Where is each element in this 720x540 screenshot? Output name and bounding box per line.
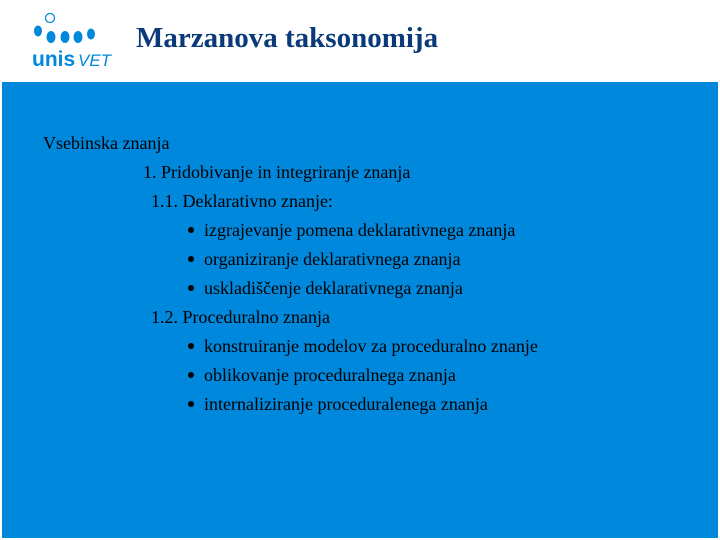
list-item: izgrajevanje pomena deklarativnega znanja [188, 219, 515, 241]
subsection-heading: 1.2. Proceduralno znanja [151, 307, 330, 327]
section-heading: Vsebinska znanja [43, 133, 170, 153]
bullet-icon [188, 372, 194, 378]
slide-header [0, 0, 720, 80]
bullet-icon [188, 401, 194, 407]
slide-title: Marzanova taksonomija [136, 22, 439, 54]
bullet-icon [188, 285, 194, 291]
list-item: oblikovanje proceduralnega znanja [188, 364, 456, 386]
list-item: konstruiranje modelov za proceduralno znanje [188, 335, 538, 357]
bullet-icon [188, 256, 194, 262]
bullet-icon [188, 227, 194, 233]
list-item: organiziranje deklarativnega znanja [188, 248, 461, 270]
content-panel [2, 82, 718, 538]
bullet-icon [188, 343, 194, 349]
list-item: internaliziranje proceduralenega znanja [188, 393, 488, 415]
svg-text:VET: VET [78, 51, 112, 70]
unisvet-logo [28, 10, 138, 72]
list-item: uskladiščenje deklarativnega znanja [188, 277, 463, 299]
list-item: 1. Pridobivanje in integriranje znanja [143, 162, 411, 182]
subsection-heading: 1.1. Deklarativno znanje: [151, 191, 333, 211]
svg-text:unis: unis [32, 48, 76, 71]
